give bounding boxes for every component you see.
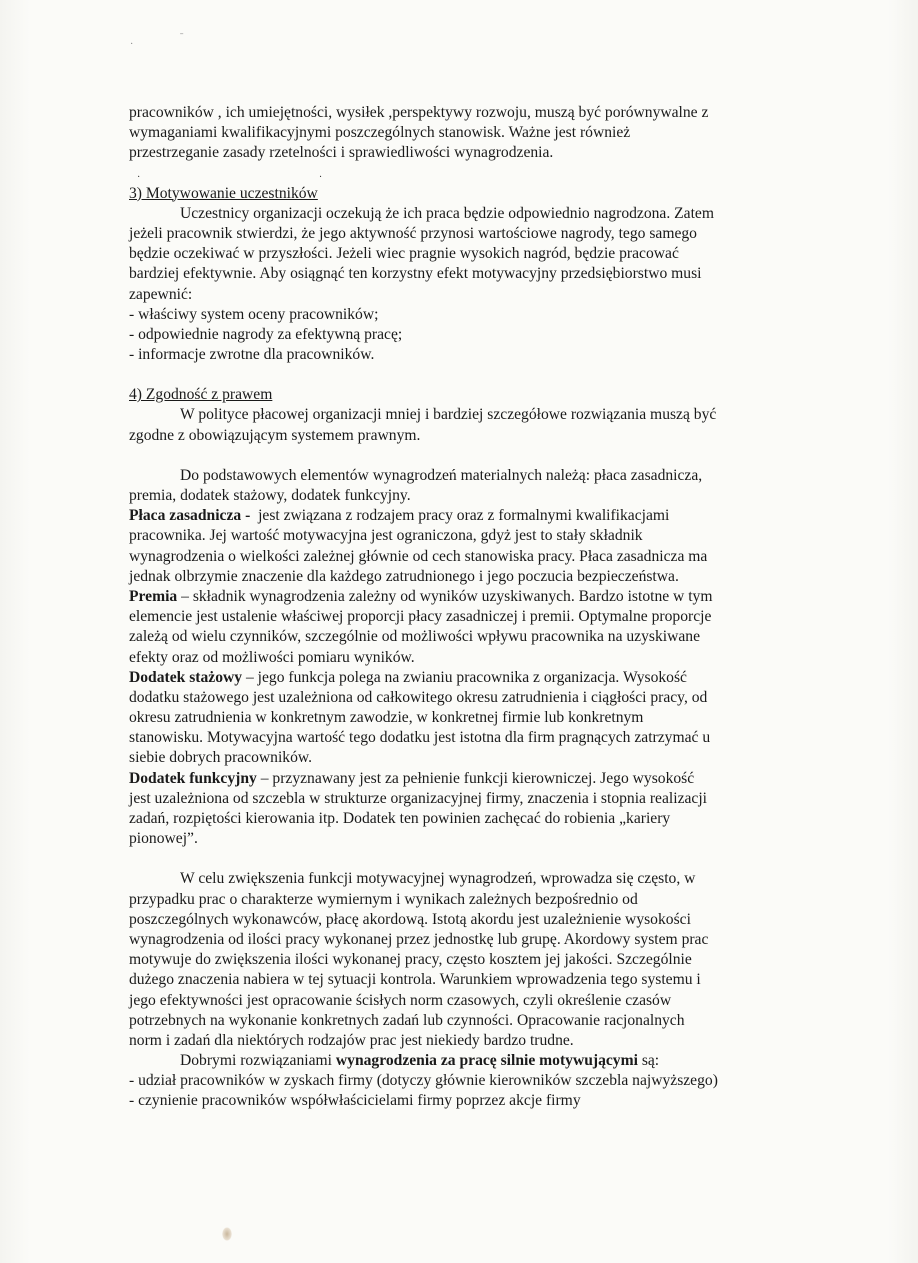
text-line: Uczestnicy organizacji oczekują że ich praca będzie odpowiednio nagrodzona. Zatem bbox=[180, 204, 714, 222]
text-line: zależą od wielu czynników, szczególnie od możliwości wpływu pracownika na uzyskiwane bbox=[129, 628, 700, 646]
list-item: - właściwy system oceny pracowników; bbox=[129, 305, 379, 323]
text-line: stanowisku. Motywacyjna wartość tego dodatku jest istotna dla firm pragnących zatrzymać u bbox=[129, 729, 711, 747]
emphasis: wynagrodzenia za pracę silnie motywującymi bbox=[335, 1052, 638, 1070]
text-line: Do podstawowych elementów wynagrodzeń materialnych należą: płaca zasadnicza, bbox=[180, 466, 703, 484]
definition-stazowy bbox=[129, 668, 814, 769]
text-line: wynagrodzenia o wielkości zależnej głównie od cech stanowiska pracy. Płaca zasadnicza ma bbox=[129, 547, 708, 565]
paragraph-elements bbox=[129, 466, 814, 506]
text-line: norm i zadań dla niektórych rodzajów prac jest niekiedy bardzo trudne. bbox=[129, 1031, 574, 1049]
term: Premia bbox=[129, 587, 178, 605]
paragraph-solutions bbox=[129, 1051, 814, 1112]
definition-text: jest związana z rodzajem pracy oraz z formalnymi kwalifikacjami bbox=[250, 507, 670, 525]
text-fragment: są: bbox=[637, 1052, 660, 1070]
list-item: - czynienie pracowników współwłaścicielami firmy poprzez akcje firmy bbox=[129, 1092, 581, 1110]
scan-speck: ˉ bbox=[180, 32, 184, 43]
text-line: bardziej efektywnie. Aby osiągnąć ten korzystny efekt motywacyjny przedsiębiorstwo musi bbox=[129, 265, 702, 283]
definition-text: – składnik wynagrodzenia zależny od wyników uzyskiwanych. Bardzo istotne w tym bbox=[177, 587, 713, 605]
list-item: - udział pracowników w zyskach firmy (dotyczy głównie kierowników szczebla najwyższego) bbox=[129, 1072, 718, 1090]
scan-marks: · · bbox=[137, 172, 411, 183]
list-item: - informacje zwrotne dla pracowników. bbox=[129, 346, 375, 364]
text-line: poszczególnych wykonawców, płacę akordową. Istotą akordu jest uzależnienie wysokości bbox=[129, 910, 691, 928]
definition-placa bbox=[129, 506, 814, 587]
text-line: zadań, rozpiętości kierowania itp. Dodatek ten powinien zachęcać do robienia „kariery bbox=[129, 810, 671, 827]
text-line: jeżeli pracownik stwierdzi, że jego aktywność przynosi wartościowe nagrody, tego samego bbox=[129, 224, 697, 242]
text-line: pracownika. Jej wartość motywacyjna jest ograniczona, gdyż jest to stały składnik bbox=[129, 527, 643, 545]
text-line: motywuje do zwiększenia ilości wykonanej pracy, często kosztem jej jakości. Szczególnie bbox=[129, 951, 692, 969]
text-line: premia, dodatek stażowy, dodatek funkcyjny. bbox=[129, 487, 411, 504]
term: Płaca zasadnicza - bbox=[129, 507, 251, 525]
text-line: wynagrodzenia od ilości pracy wykonanej przez jednostkę lub grupę. Akordowy system prac bbox=[129, 930, 709, 948]
scan-speck: · bbox=[130, 39, 134, 50]
text-line: wymaganiami kwalifikacyjnymi poszczególnych stanowisk. Ważne jest również bbox=[129, 124, 631, 142]
section-motywowanie bbox=[129, 184, 814, 366]
list-item: - odpowiednie nagrody za efektywną pracę; bbox=[129, 325, 403, 343]
text-line: jego efektywności jest opracowanie ścisłych norm czasowych, czyli określenie czasów bbox=[129, 991, 672, 1009]
text-line: efekty oraz od możliwości pomiaru wyników. bbox=[129, 648, 415, 666]
text-line: elemencie jest ustalenie właściwej proporcji płacy zasadniczej i premii. Optymalne proporcje bbox=[129, 608, 712, 626]
text-line: W polityce płacowej organizacji mniej i bardziej szczegółowe rozwiązania muszą być bbox=[180, 406, 717, 424]
definition-premia bbox=[129, 587, 814, 668]
text-line: okresu zatrudnienia w konkretnym zawodzie, w konkretnej firmie lub konkretnym bbox=[129, 709, 644, 727]
text-line: zgodne z obowiązującym systemem prawnym. bbox=[129, 426, 421, 444]
paragraph-intro bbox=[129, 103, 814, 164]
text-line: przypadku prac o charakterze wymiernym i wynikach zależnych bezpośrednio od bbox=[129, 890, 638, 908]
document-body bbox=[129, 103, 814, 1112]
text-line: pracowników , ich umiejętności, wysiłek ,perspektywy rozwoju, muszą być porównywalne z bbox=[129, 104, 709, 121]
text-line: dużego znaczenia nabiera w tej sytuacji kontrola. Warunkiem wprowadzenia tego systemu i bbox=[129, 971, 701, 989]
section-heading: 4) Zgodność z prawem bbox=[129, 386, 273, 404]
text-line: przestrzeganie zasady rzetelności i sprawiedliwości wynagrodzenia. bbox=[129, 144, 554, 162]
text-line: będzie oczekiwać w przyszłości. Jeżeli wiec pragnie wysokich nagród, będzie pracować bbox=[129, 245, 679, 263]
definition-text: – przyznawany jest za pełnienie funkcji kierowniczej. Jego wysokość bbox=[256, 769, 695, 787]
text-line: jednak olbrzymie znaczenie dla każdego zatrudnionego i jego poczucia bezpieczeństwa. bbox=[129, 567, 679, 585]
term: Dodatek stażowy bbox=[129, 668, 243, 686]
text-fragment: Dobrymi rozwiązaniami bbox=[180, 1052, 336, 1070]
text-line: dodatku stażowego jest uzależniona od całkowitego okresu zatrudnienia i ciągłości pracy, od bbox=[129, 688, 708, 706]
text-line: pionowej”. bbox=[129, 830, 198, 848]
paragraph-akord bbox=[129, 869, 814, 1051]
section-zgodnosc bbox=[129, 385, 814, 446]
text-line: siebie dobrych pracowników. bbox=[129, 749, 313, 767]
text-line: W celu zwiększenia funkcji motywacyjnej wynagrodzeń, wprowadza się często, w bbox=[180, 870, 696, 888]
section-heading: 3) Motywowanie uczestników bbox=[129, 184, 318, 202]
definition-funkcyjny bbox=[129, 769, 814, 850]
text-line: jest uzależniona od szczebla w strukturze organizacyjnej firmy, znaczenia i stopnia realizacji bbox=[129, 789, 707, 807]
scan-stain bbox=[222, 1227, 232, 1241]
text-line: potrzebnych na wykonanie konkretnych zadań lub czynności. Opracowanie racjonalnych bbox=[129, 1011, 685, 1029]
definition-text: – jego funkcja polega na zwianiu pracownika z organizacja. Wysokość bbox=[242, 668, 687, 686]
text-line: zapewnić: bbox=[129, 285, 193, 303]
term: Dodatek funkcyjny bbox=[129, 769, 257, 787]
